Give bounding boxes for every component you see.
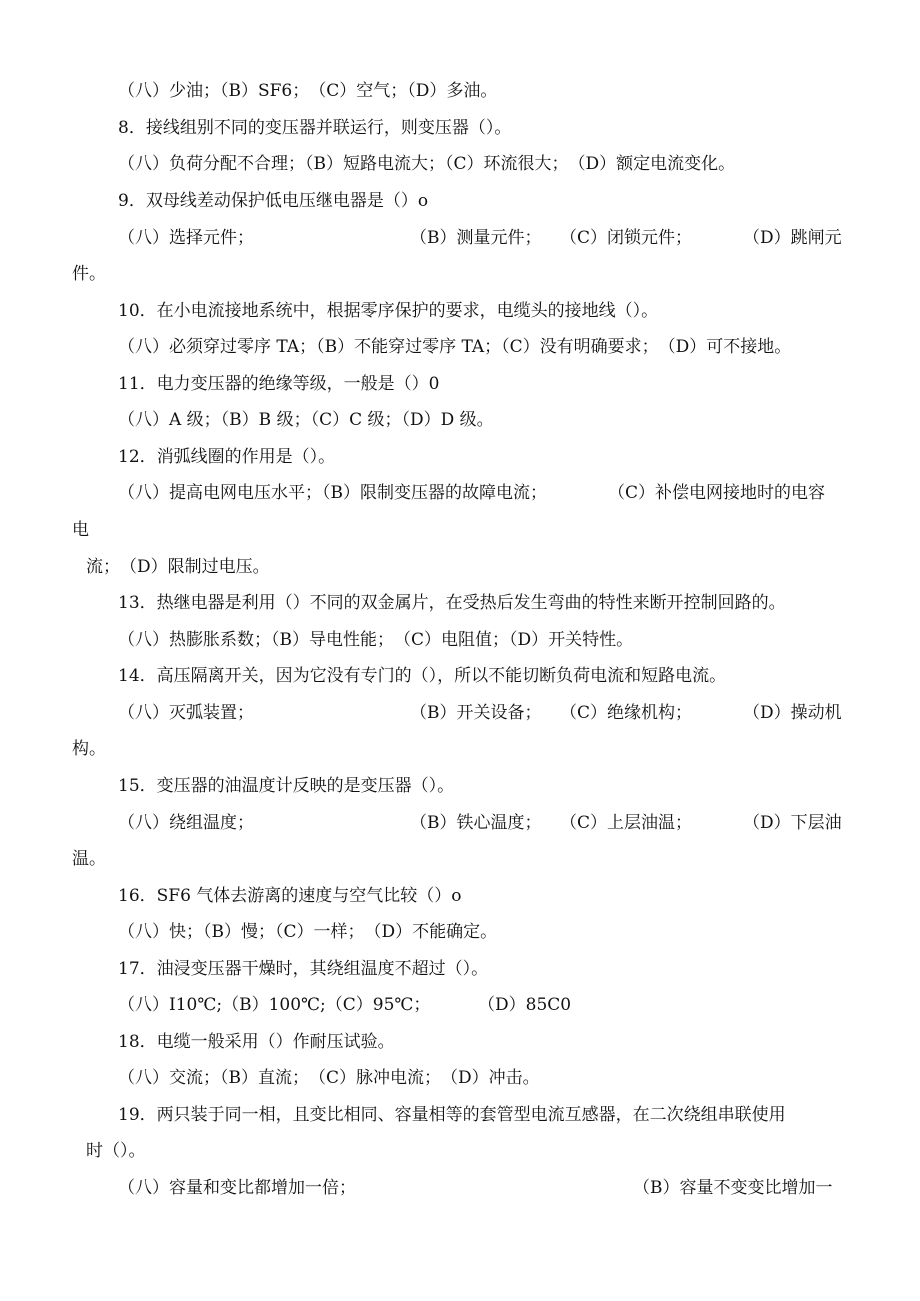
option-d: （D）85C0 (478, 995, 572, 1015)
option-b: （B）铁心温度； (410, 813, 542, 833)
option-a: （八）容量和变比都增加一倍； (118, 1178, 356, 1198)
option-b: （B）容量不变变比增加一 (633, 1178, 833, 1198)
option-a: （八）选择元件； (118, 228, 254, 248)
option-c: （C）补偿电网接地时的电容 (608, 483, 826, 503)
option-abc: （八）I10℃;（B）100℃;（C）95℃； (118, 995, 431, 1015)
option-c: （C）闭锁元件； (560, 228, 693, 248)
option-b: （B）开关设备； (410, 703, 542, 723)
option-b: （B）测量元件； (410, 228, 542, 248)
option-a: （八）灭弧装置； (118, 703, 254, 723)
option-a: （八）绕组温度； (118, 813, 254, 833)
option-ab: （八）提高电网电压水平；（B）限制变压器的故障电流； (118, 483, 547, 503)
option-d: （D）下层油 (743, 813, 842, 833)
option-c: （C）绝缘机构； (560, 703, 693, 723)
option-d: （D）操动机 (743, 703, 842, 723)
option-d: （D）跳闸元 (743, 228, 842, 248)
option-c: （C）上层油温； (560, 813, 693, 833)
